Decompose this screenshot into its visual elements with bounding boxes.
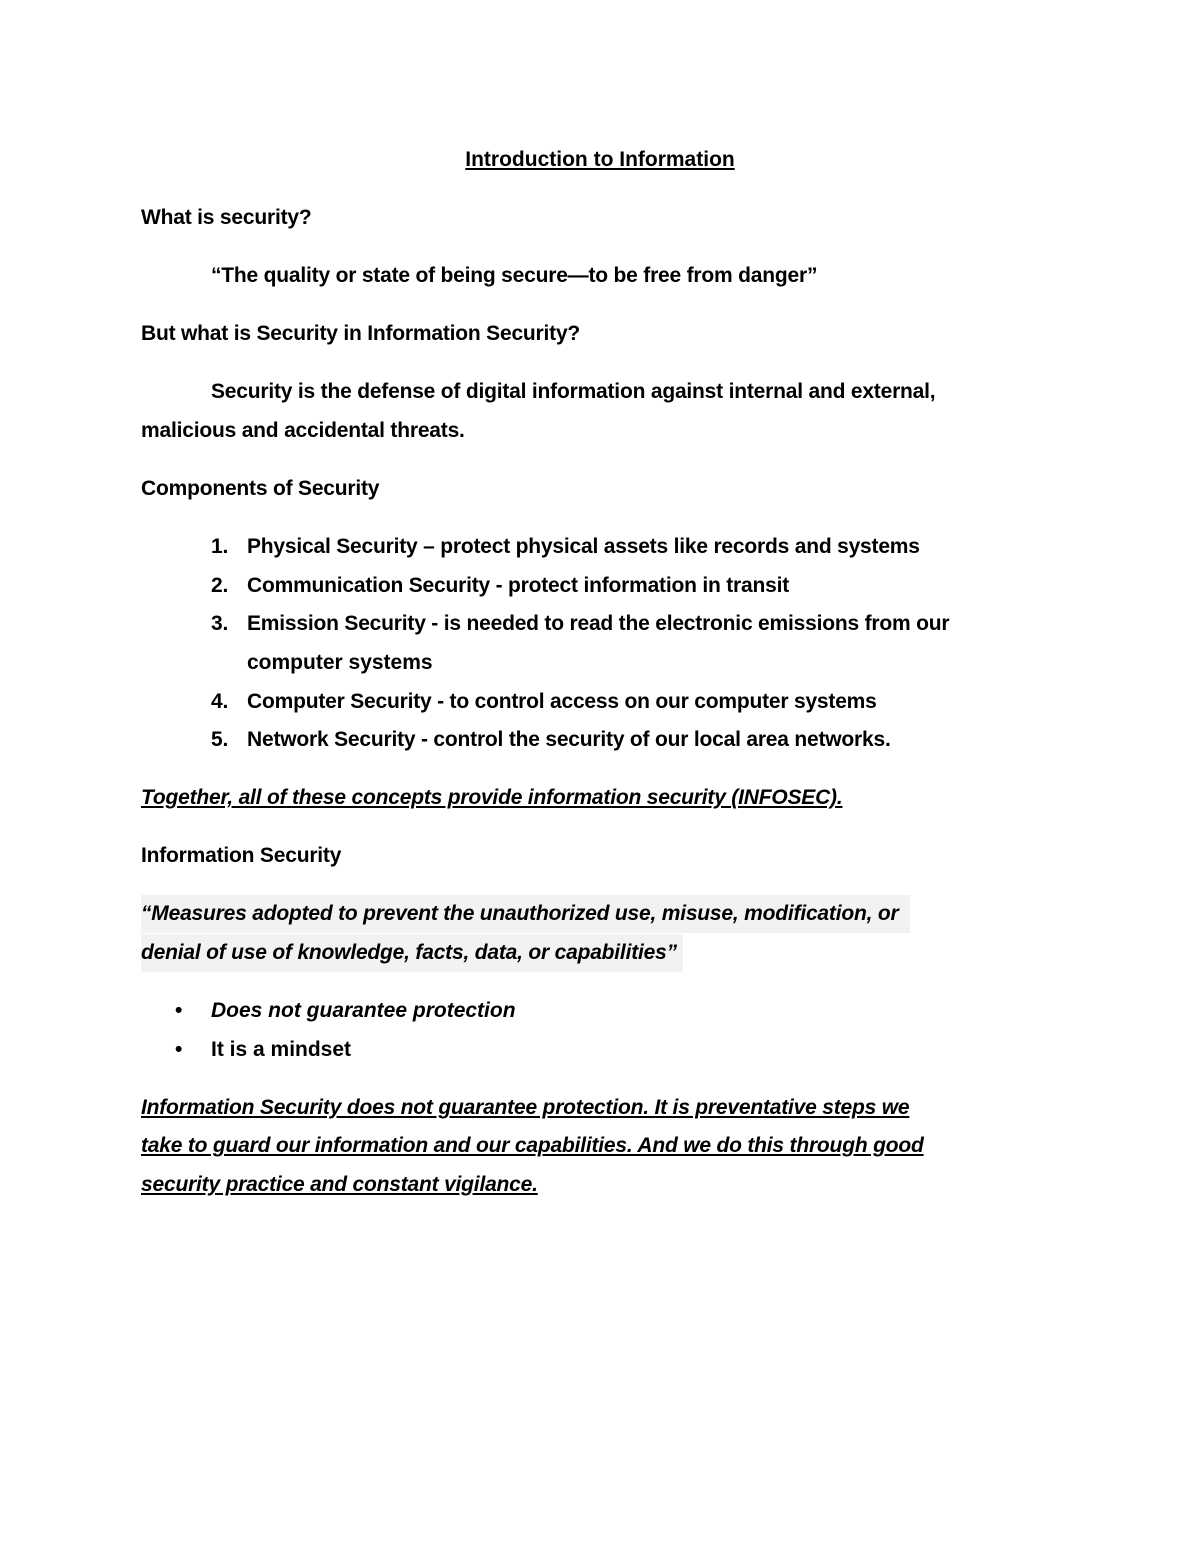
- definition-quote-line-1: “Measures adopted to prevent the unauthorized use, misuse, modification, or: [141, 895, 910, 933]
- bullet-text: Does not guarantee protection: [211, 999, 516, 1022]
- list-item: [211, 721, 891, 759]
- closing-line-3: security practice and constant vigilance.: [141, 1173, 538, 1196]
- security-definition-quote: “The quality or state of being secure—to be free from danger”: [211, 264, 818, 287]
- list-text-continuation: computer systems: [247, 651, 433, 674]
- question-what-is-security: What is security?: [141, 206, 312, 229]
- list-number: 3.: [211, 612, 229, 635]
- list-text: Computer Security - to control access on our computer systems: [247, 690, 877, 713]
- infosec-summary: Together, all of these concepts provide information security (INFOSEC).: [141, 786, 843, 809]
- definition-quote-line-2: denial of use of knowledge, facts, data, or capabilities”: [141, 934, 683, 972]
- list-item: [211, 528, 920, 566]
- list-text: Emission Security - is needed to read the electronic emissions from our: [247, 612, 950, 635]
- bullet-text: It is a mindset: [211, 1038, 352, 1061]
- infosec-heading: Information Security: [141, 844, 342, 867]
- components-heading: Components of Security: [141, 477, 380, 500]
- list-text: Communication Security - protect information in transit: [247, 574, 790, 597]
- question-infosec-security: But what is Security in Information Security?: [141, 322, 581, 345]
- list-number: 2.: [211, 574, 229, 597]
- bullet-icon: •: [175, 1038, 183, 1061]
- bullet-icon: •: [175, 999, 183, 1022]
- list-text: Network Security - control the security of our local area networks.: [247, 728, 891, 751]
- list-item: [211, 683, 877, 721]
- document-title: Introduction to Information: [465, 148, 735, 171]
- list-number: 1.: [211, 535, 229, 558]
- list-text: Physical Security – protect physical assets like records and systems: [247, 535, 920, 558]
- list-number: 4.: [211, 690, 229, 713]
- closing-line-1: Information Security does not guarantee protection. It is preventative steps we: [141, 1096, 910, 1119]
- closing-line-2: take to guard our information and our capabilities. And we do this through good: [141, 1134, 924, 1157]
- list-number: 5.: [211, 728, 229, 751]
- security-defense-line-1: Security is the defense of digital information against internal and external,: [211, 380, 936, 403]
- list-item: [211, 605, 949, 643]
- list-item: [211, 567, 789, 605]
- security-defense-line-2: malicious and accidental threats.: [141, 419, 465, 442]
